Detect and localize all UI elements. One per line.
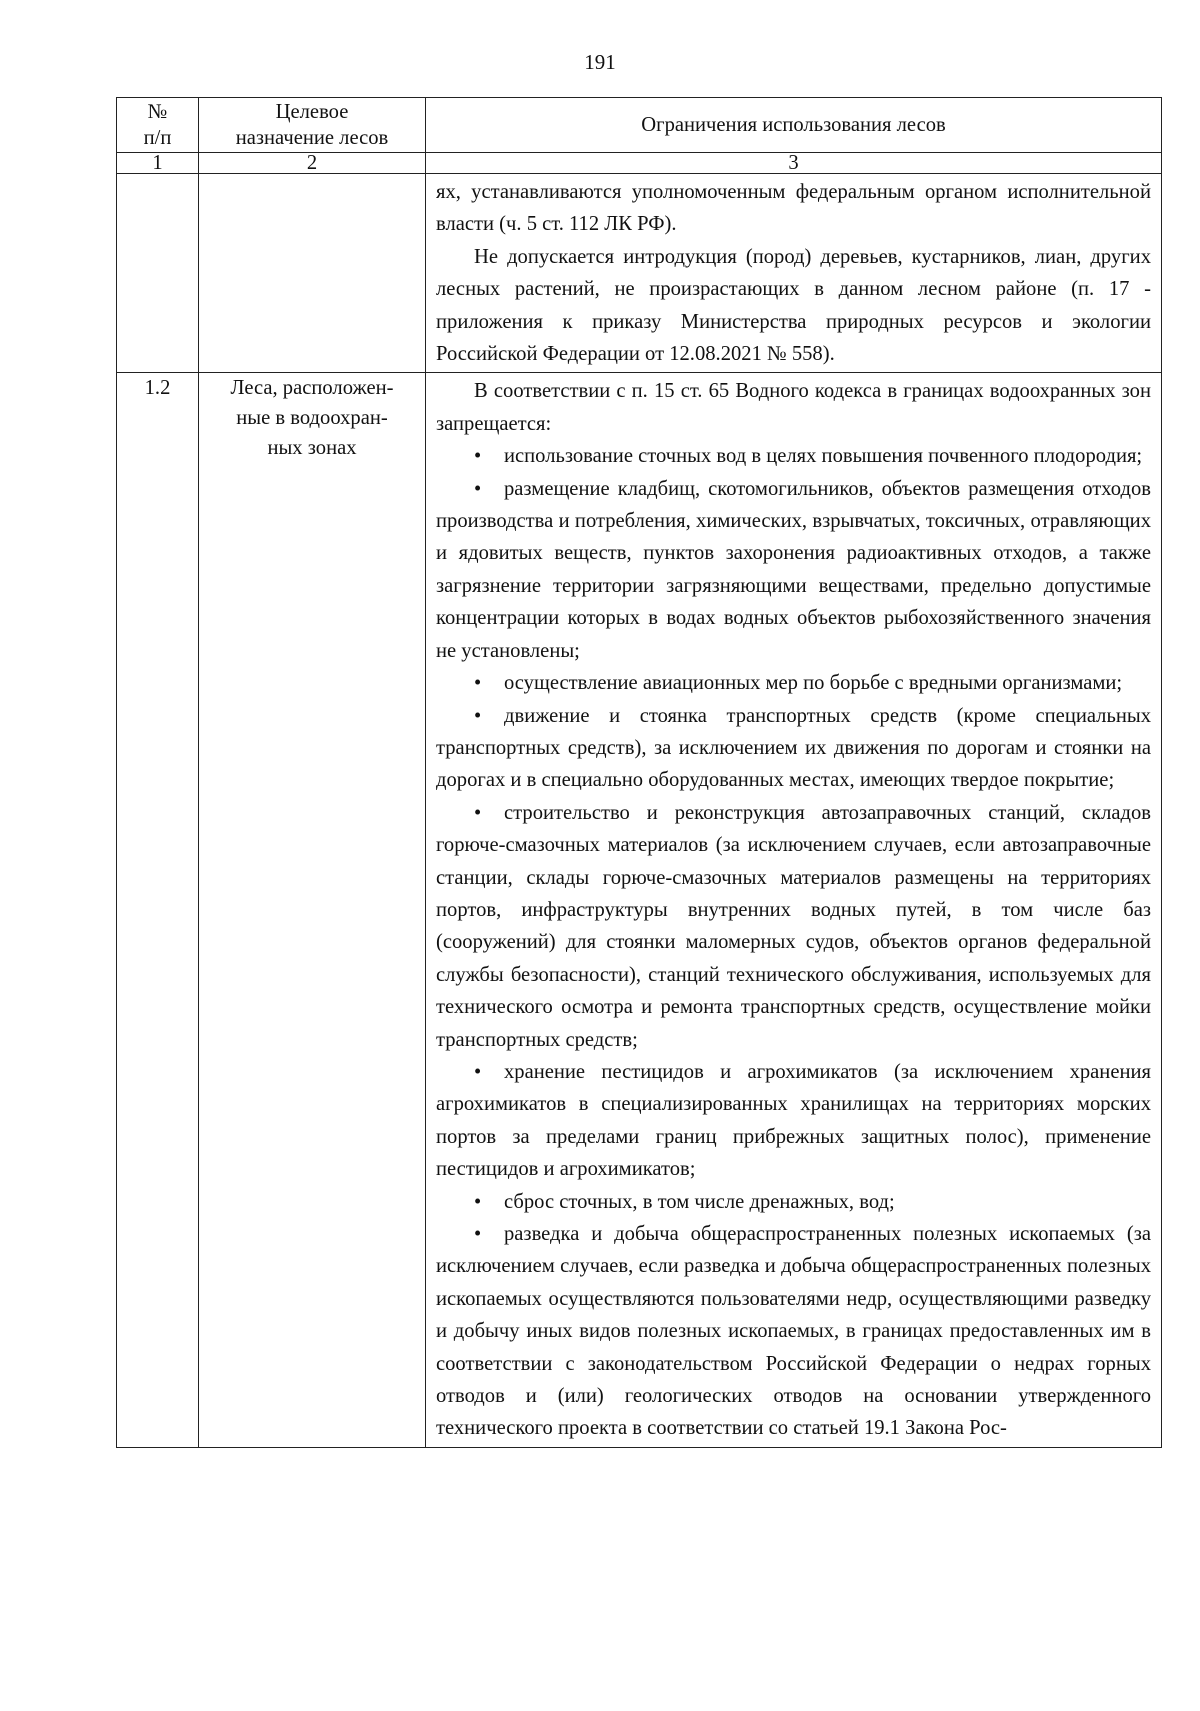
continuation-paragraph-1: ях, устанавливаются уполномоченным федеральным органом исполнительной власти (ч. 5 ст. 112 ЛК РФ). <box>436 181 1151 236</box>
bullet-item <box>436 1186 1151 1218</box>
header-purpose-line1: Целевое <box>275 101 349 123</box>
header-number <box>117 98 199 153</box>
continuation-purpose-cell <box>199 174 426 373</box>
page-number: 191 <box>584 50 616 74</box>
header-purpose-line2: назначение лесов <box>235 127 389 149</box>
bullet-icon: • <box>474 672 482 695</box>
bullet-icon: • <box>474 477 482 500</box>
bullet-item <box>436 667 1151 699</box>
header-number-line1: № <box>147 101 168 123</box>
column-number-2: 2 <box>199 153 426 174</box>
bullet-text: осуществление авиационных мер по борьбе с вредными организмами; <box>504 672 1123 695</box>
bullet-icon: • <box>474 1190 482 1213</box>
header-row <box>117 98 1162 153</box>
bullet-item <box>436 1218 1151 1445</box>
continuation-restrictions-cell <box>426 174 1162 373</box>
bullet-text: движение и стоянка транспортных средств (кроме специальных транспортных средств), за исключением их движения по дорогам и стоянки на дорогах и в специально оборудованных местах, имеющих твердое покрытие; <box>436 704 1151 792</box>
continuation-number-cell <box>117 174 199 373</box>
row-purpose <box>199 373 426 1447</box>
bullet-text: размещение кладбищ, скотомогильников, объектов размещения отходов производства и потребления, химических, взрывчатых, токсичных, отравляющих и ядовитых веществ, пунктов захоронения радиоактивных отходов, а также загрязнение территории загрязняющими веществами, предельно допустимые концентрации которых в водах водных объектов рыбохозяйственного значения не установлены; <box>436 477 1151 662</box>
header-restrictions: Ограничения использования лесов <box>426 98 1162 153</box>
row-purpose-line2: ные в водоохран- <box>236 407 388 430</box>
bullet-icon: • <box>474 445 482 468</box>
bullet-icon: • <box>474 801 482 824</box>
bullet-icon: • <box>474 704 482 727</box>
row-number: 1.2 <box>117 373 199 1447</box>
restrictions-intro: В соответствии с п. 15 ст. 65 Водного кодекса в границах водоохранных зон запрещается: <box>436 380 1151 435</box>
bullet-icon: • <box>474 1223 482 1245</box>
bullet-text: строительство и реконструкция автозаправочных станций, складов горюче-смазочных материалов (за исключением случаев, если автозаправочные станции, склады горюче-смазочных материалов размещены на территориях портов, инфраструктуры внутренних водных путей, в том числе баз (сооружений) для стоянки маломерных судов, объектов органов федеральной службы безопасности), станций технического обслуживания, используемых для технического осмотра и ремонта транспортных средств, осуществление мойки транспортных средств; <box>436 801 1151 1051</box>
continuation-row <box>117 174 1162 373</box>
row-purpose-line1: Леса, расположен- <box>230 377 394 400</box>
bullet-item <box>436 440 1151 472</box>
bullet-text: хранение пестицидов и агрохимикатов (за исключением хранения агрохимикатов в специализированных хранилищах на территориях морских портов за пределами границ прибрежных защитных полос), применение пестицидов и агрохимикатов; <box>436 1060 1151 1181</box>
header-number-line2: п/п <box>143 127 172 149</box>
bullet-text: сброс сточных, в том числе дренажных, вод; <box>504 1190 895 1213</box>
bullet-item <box>436 473 1151 667</box>
forest-restrictions-table <box>116 97 1162 1448</box>
bullet-item <box>436 1056 1151 1186</box>
column-number-3: 3 <box>426 153 1162 174</box>
row-restrictions <box>426 373 1162 1447</box>
continuation-paragraph-2: Не допускается интродукция (пород) деревьев, кустарников, лиан, других лесных растений, не произрастающих в данном лесном районе (п. 17 - приложения к приказу Министерства природных ресурсов и экологии Российской Федерации от 12.08.2021 № 558). <box>436 245 1151 366</box>
column-number-1: 1 <box>117 153 199 174</box>
bullet-item <box>436 700 1151 797</box>
row-1-2 <box>117 373 1162 1447</box>
row-purpose-line3: ных зонах <box>267 437 357 460</box>
header-purpose <box>199 98 426 153</box>
bullet-icon: • <box>474 1060 482 1083</box>
column-number-row <box>117 153 1162 174</box>
bullet-item <box>436 797 1151 1056</box>
bullet-text: использование сточных вод в целях повышения почвенного плодородия; <box>504 445 1143 468</box>
bullet-text: разведка и добыча общераспространенных полезных ископаемых (за исключением случаев, если разведка и добыча общераспространенных полезных ископаемых осуществляются пользователями недр, осуществляющими разведку и добычу иных видов полезных ископаемых, в границах предоставленных им в соответствии с законодательством Российской Федерации о недрах горных отводов и (или) геологических отводов на основании утвержденного технического проекта в соответствии со статьей 19.1 Закона Рос- <box>436 1223 1151 1440</box>
